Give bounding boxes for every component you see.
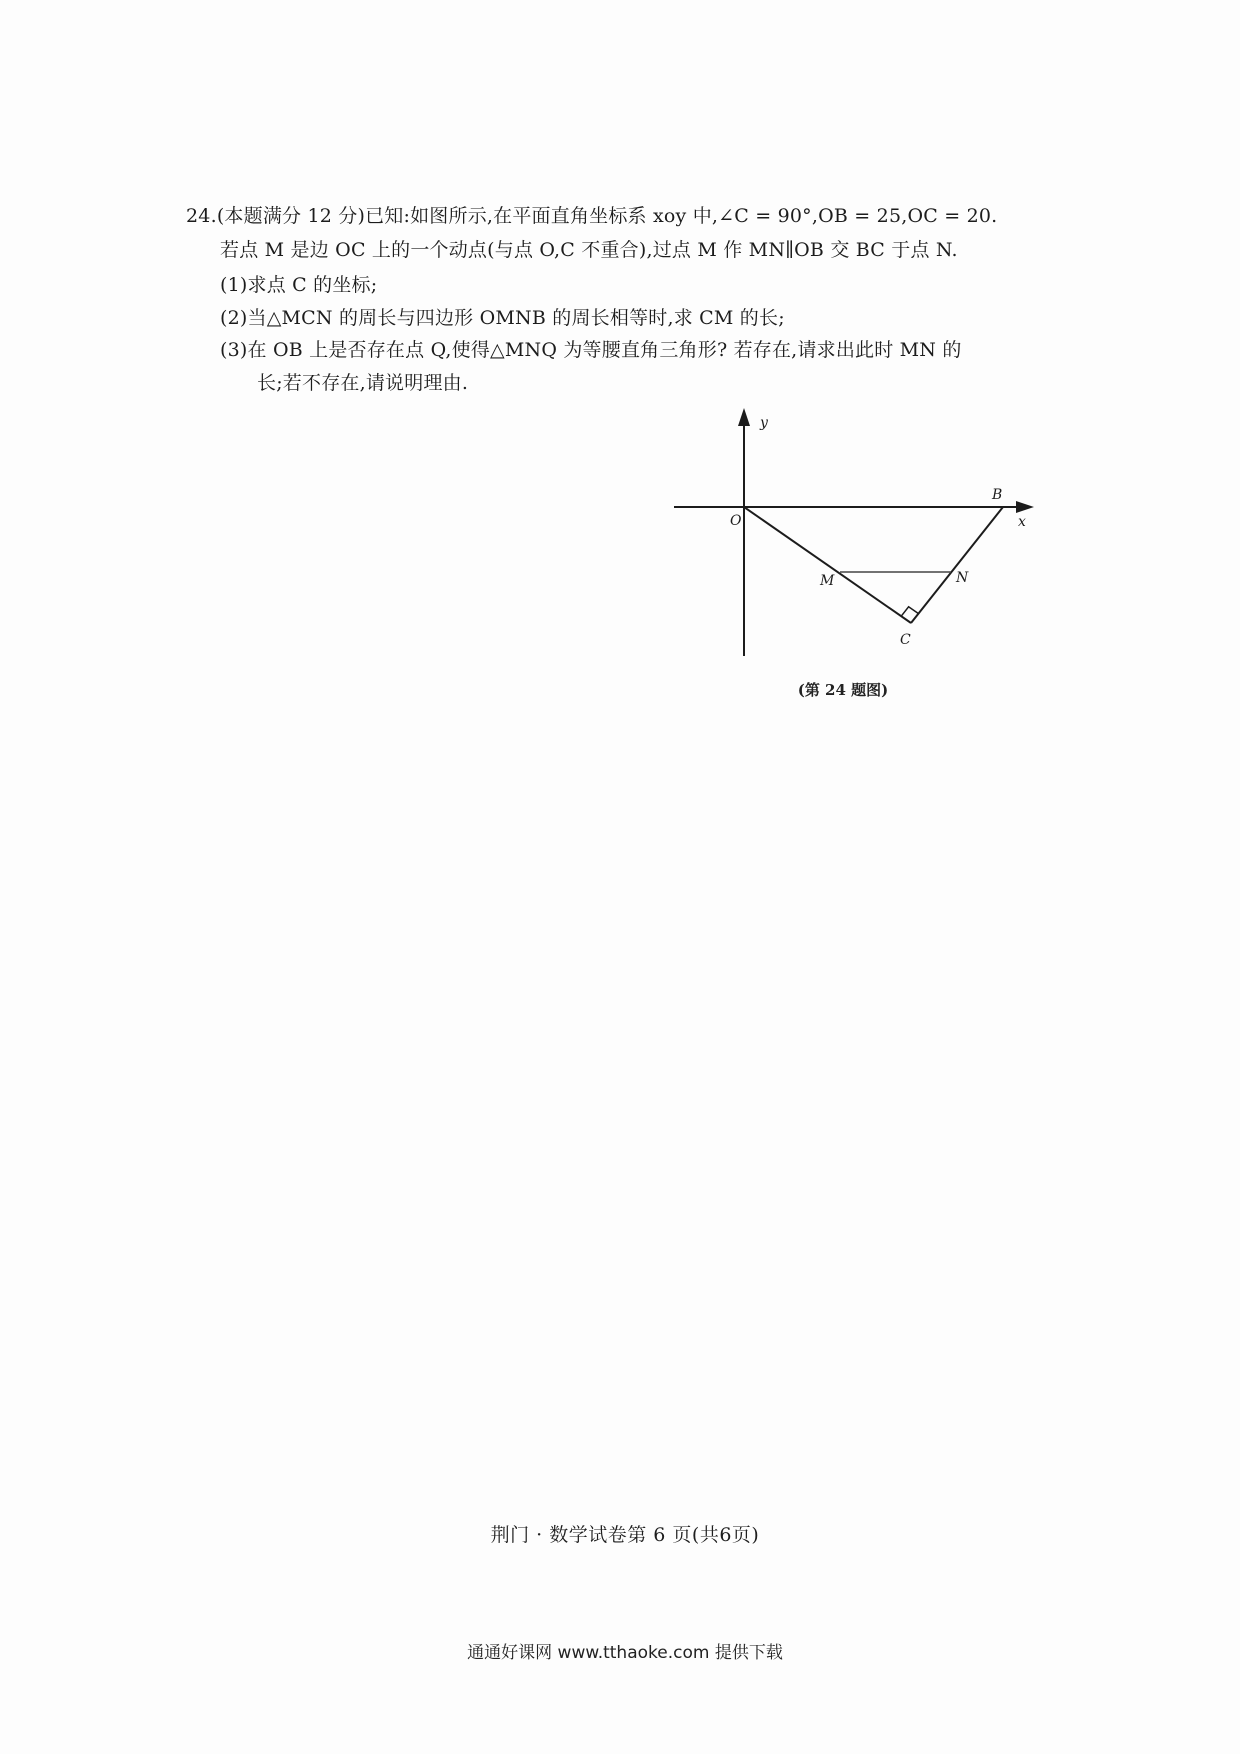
label-x-axis: x <box>1018 514 1026 530</box>
y-axis-arrow-icon <box>738 408 750 426</box>
label-point-n: N <box>956 570 969 586</box>
segment-cb <box>911 507 1003 623</box>
page-footer: 荆门 · 数学试卷第 6 页(共6页) <box>490 1524 760 1546</box>
right-angle-mark-icon <box>901 607 918 616</box>
question-part-3: (3)在 OB 上是否存在点 Q,使得△MNQ 为等腰直角三角形? 若存在,请求出此时 MN 的 <box>220 339 962 361</box>
question-part-3-continuation: 长;若不存在,请说明理由. <box>257 372 469 394</box>
label-y-axis: y <box>760 415 768 431</box>
question-part-2: (2)当△MCN 的周长与四边形 OMNB 的周长相等时,求 CM 的长; <box>220 307 785 329</box>
geometry-figure <box>660 400 1060 670</box>
label-point-m: M <box>820 573 835 589</box>
label-point-o: O <box>730 513 742 529</box>
x-axis-arrow-icon <box>1016 501 1034 513</box>
figure-caption: (第 24 题图) <box>797 681 889 699</box>
source-watermark: 通通好课网 www.tthaoke.com 提供下载 <box>467 1643 783 1663</box>
segment-oc <box>744 507 911 623</box>
label-point-c: C <box>900 632 911 648</box>
question-condition: 若点 M 是边 OC 上的一个动点(与点 O,C 不重合),过点 M 作 MN∥OB 交 BC 于点 N. <box>220 239 958 261</box>
figure-svg <box>660 400 1060 670</box>
question-part-1: (1)求点 C 的坐标; <box>220 274 378 296</box>
question-intro: 24.(本题满分 12 分)已知:如图所示,在平面直角坐标系 xoy 中,∠C = 90°,OB = 25,OC = 20. <box>186 205 998 227</box>
label-point-b: B <box>992 487 1003 503</box>
